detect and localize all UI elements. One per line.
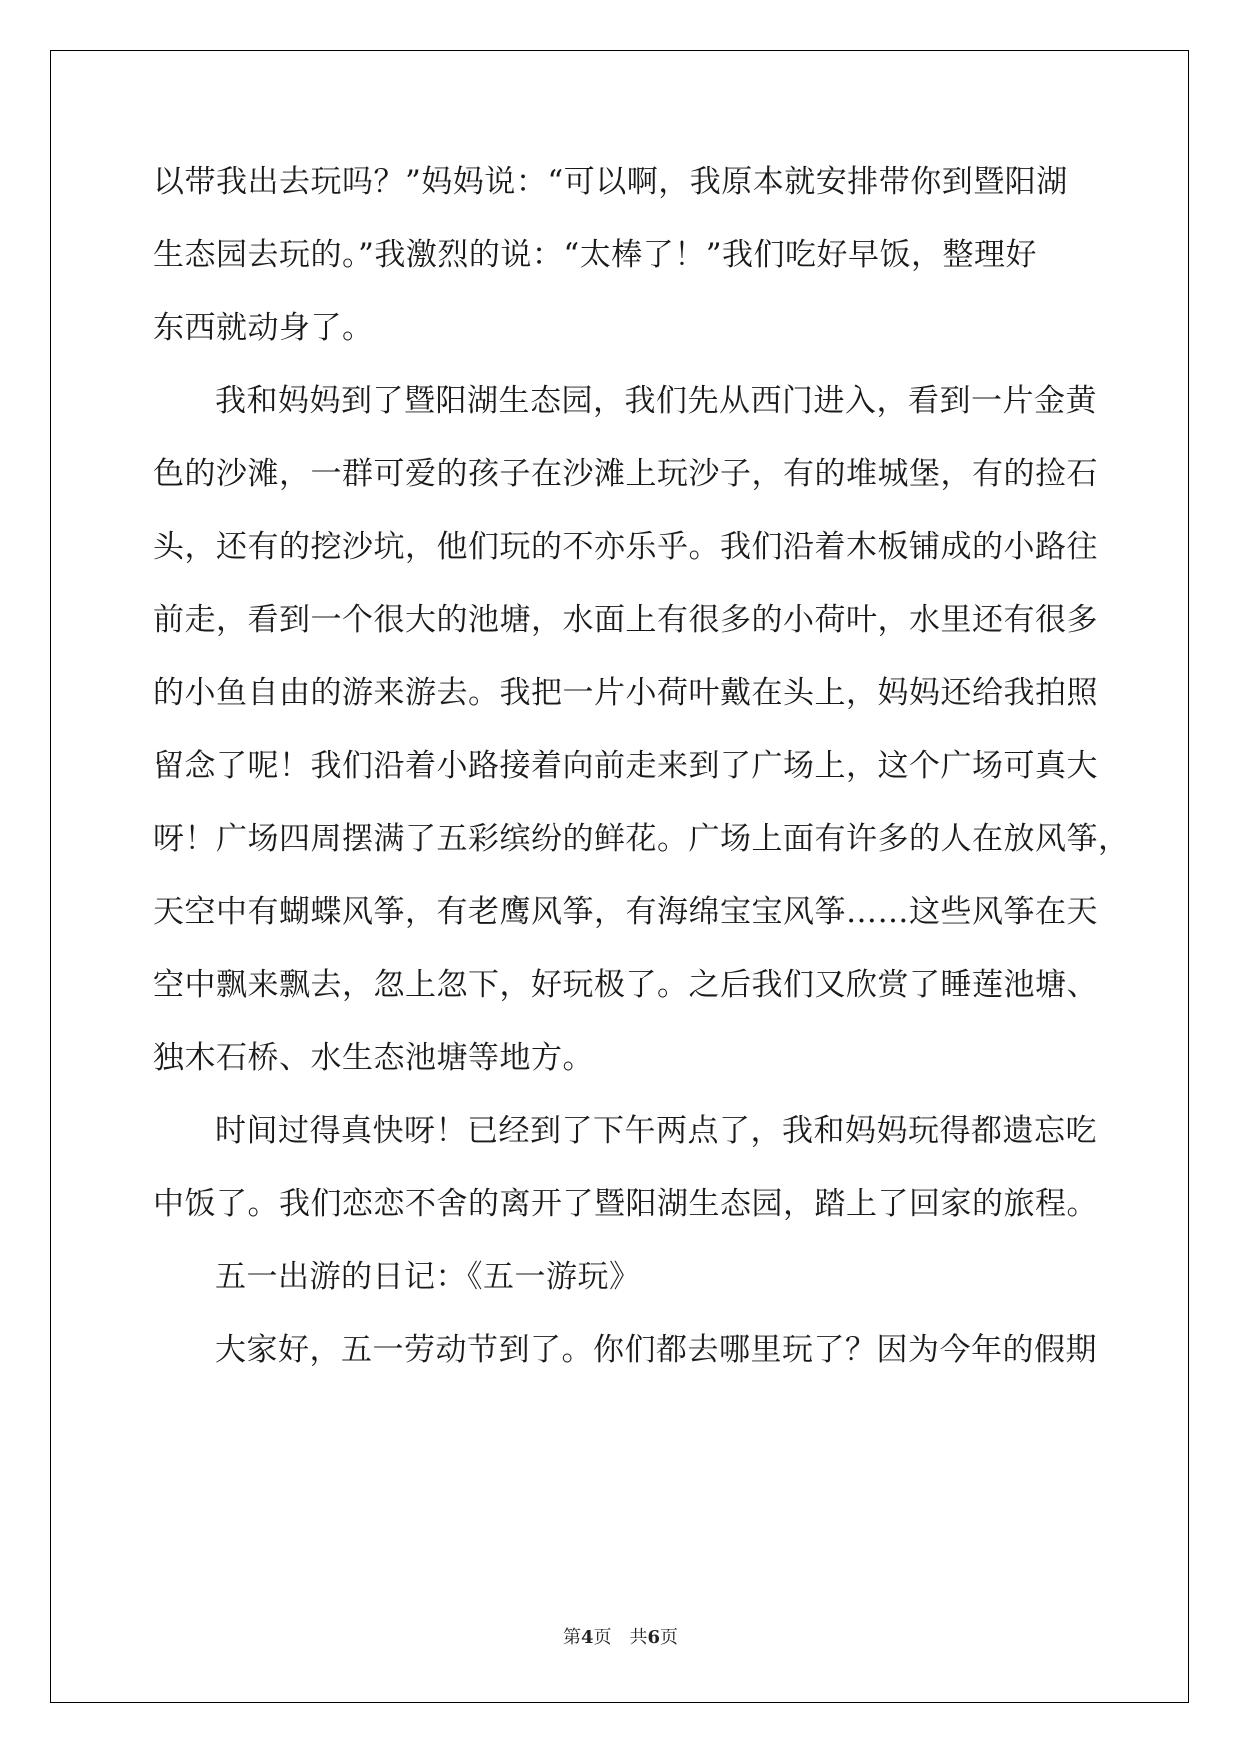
text-line: 独木石桥、水生态池塘等地方。 — [153, 1040, 594, 1076]
text-line: 前走，看到一个很大的池塘，水面上有很多的小荷叶，水里还有很多 — [153, 602, 1098, 638]
footer-page-unit: 页 — [593, 1627, 612, 1648]
text-line: 头，还有的挖沙坑，他们玩的不亦乐乎。我们沿着木板铺成的小路往 — [153, 529, 1098, 565]
total-pages-number: 6 — [647, 1627, 661, 1648]
text-line: 的小鱼自由的游来游去。我把一片小荷叶戴在头上，妈妈还给我拍照 — [153, 675, 1098, 711]
text-line: 天空中有蝴蝶风筝，有老鹰风筝，有海绵宝宝风筝……这些风筝在天 — [153, 894, 1098, 930]
text-line: 色的沙滩，一群可爱的孩子在沙滩上玩沙子，有的堆城堡，有的捡石 — [153, 456, 1098, 492]
footer-prefix: 第 — [562, 1627, 581, 1648]
paragraph-first-line: 时间过得真快呀！已经到了下午两点了，我和妈妈玩得都遗忘吃 — [215, 1113, 1097, 1149]
paragraph-first-line: 大家好，五一劳动节到了。你们都去哪里玩了？因为今年的假期 — [215, 1332, 1097, 1368]
section-heading: 五一出游的日记：《五一游玩》 — [215, 1259, 641, 1295]
text-line: 空中飘来飘去，忽上忽下，好玩极了。之后我们又欣赏了睡莲池塘、 — [153, 967, 1098, 1003]
current-page-number: 4 — [580, 1627, 594, 1648]
page-footer — [0, 1626, 1241, 1650]
footer-total-unit: 页 — [660, 1627, 679, 1648]
paragraph-first-line: 我和妈妈到了暨阳湖生态园，我们先从西门进入，看到一片金黄 — [215, 383, 1097, 419]
text-line: 东西就动身了。 — [153, 310, 374, 346]
text-line: 生态园去玩的。”我激烈的说：“太棒了！”我们吃好早饭，整理好 — [153, 237, 1038, 273]
text-line: 中饭了。我们恋恋不舍的离开了暨阳湖生态园，踏上了回家的旅程。 — [153, 1186, 1098, 1222]
page-border — [50, 50, 1189, 1703]
text-line: 呀！广场四周摆满了五彩缤纷的鲜花。广场上面有许多的人在放风筝， — [153, 821, 1130, 857]
footer-total-prefix: 共 — [629, 1627, 648, 1648]
text-line: 留念了呢！我们沿着小路接着向前走来到了广场上，这个广场可真大 — [153, 748, 1098, 784]
text-line: 以带我出去玩吗？”妈妈说：“可以啊，我原本就安排带你到暨阳湖 — [153, 164, 1068, 200]
